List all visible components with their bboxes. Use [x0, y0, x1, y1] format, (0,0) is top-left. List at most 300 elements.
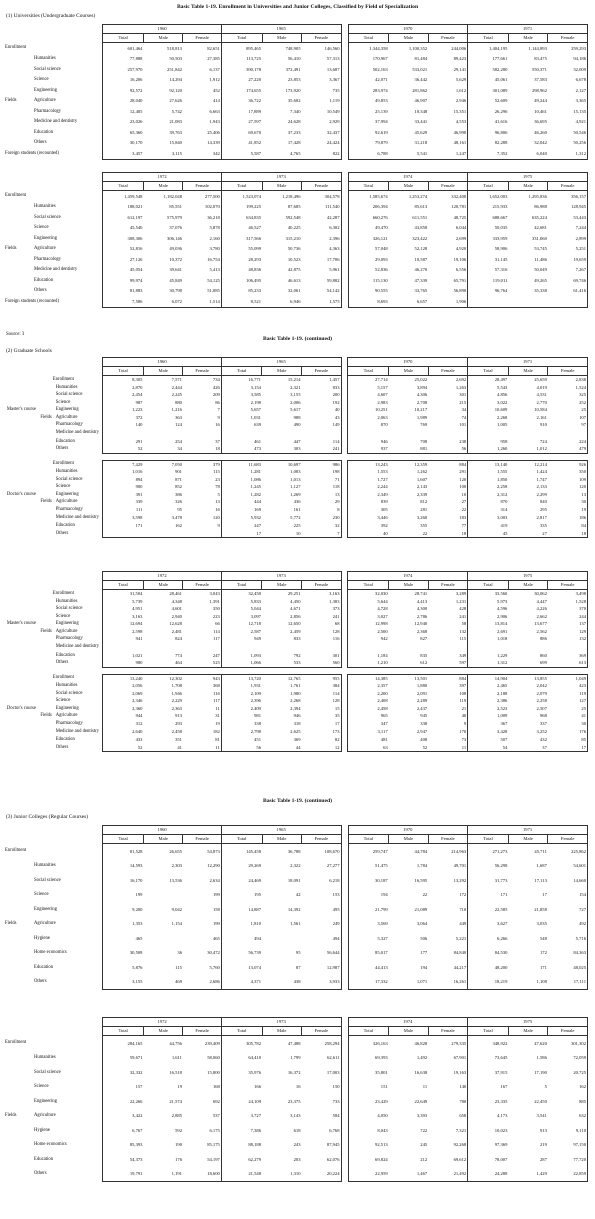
fields-group-cell — [4, 946, 14, 961]
master-row — [4, 598, 588, 606]
column-heading: Total — [103, 1027, 144, 1036]
table-cell: 20,224 — [302, 1167, 342, 1182]
table-cell: 62,611 — [302, 1051, 342, 1066]
table-cell: 50,049 — [534, 267, 547, 273]
row-label: Agriculture — [55, 414, 78, 420]
table-cell: 5,716 — [548, 931, 588, 946]
row-label: Agriculture — [34, 1113, 56, 1119]
table-cell: 901 — [175, 469, 182, 475]
table-cell: 2,708 — [416, 399, 428, 405]
table-cell: 114 — [302, 438, 342, 446]
table-cell: 2,244 — [348, 483, 389, 491]
fields-group-cell — [39, 399, 53, 407]
fields-group-cell — [39, 744, 53, 752]
table-cell: 3,627 — [468, 917, 509, 932]
table-cell: 32 — [302, 522, 342, 530]
table-cell: 19,791 — [103, 1167, 144, 1182]
table-cell: 36,442 — [414, 77, 428, 83]
table-cell: 45,540 — [103, 223, 144, 234]
column-heading: Total — [103, 835, 144, 844]
table-cell: 635,224 — [531, 214, 547, 220]
table-cell: 8,305 — [103, 376, 144, 384]
table-cell: 58,060 — [183, 1051, 221, 1066]
table-cell: 25,022 — [389, 376, 429, 384]
row-label: Humanities — [34, 863, 56, 869]
table-cell: 65,791 — [428, 275, 468, 286]
table-cell: 3,003 — [468, 513, 509, 522]
table-cell: 225,862 — [548, 844, 588, 859]
table-cell: 81,484 — [414, 56, 428, 62]
row-label: Education — [55, 737, 75, 743]
table-cell: 2,562 — [536, 628, 547, 634]
table-cell: 13,240 — [103, 674, 144, 682]
column-heading: Female — [428, 34, 468, 43]
table-cell: 241 — [302, 445, 342, 453]
row-label: Enrollment — [52, 675, 74, 681]
table-cell: 894 — [103, 476, 144, 484]
column-heading: Total — [468, 182, 509, 191]
table-cell: 840 — [539, 499, 547, 505]
table-cell: 2,458 — [348, 705, 389, 713]
table-cell: 428 — [428, 605, 468, 613]
table-cell: 2,056 — [103, 682, 144, 690]
master-row — [4, 659, 588, 667]
row-label: Pharmacology — [34, 108, 62, 114]
table-cell: 7,586 — [103, 296, 144, 307]
year-heading: 1965 — [221, 826, 341, 835]
table-cell: 30,187 — [348, 873, 389, 888]
table-cell: 2,870 — [103, 384, 144, 392]
table-row — [4, 1123, 588, 1138]
table-cell: 89,423 — [428, 54, 468, 65]
fields-group-cell — [39, 727, 53, 736]
table-cell: 3,064 — [416, 921, 428, 927]
table-cell: 41,616 — [468, 117, 509, 128]
table-cell: 12 — [302, 744, 342, 752]
fields-group-cell — [39, 429, 53, 438]
table-cell: 128 — [302, 628, 342, 636]
table-row — [4, 96, 588, 107]
master-row — [4, 438, 588, 446]
table-cell — [508, 643, 548, 652]
table-cell: 2,160 — [183, 233, 221, 244]
table-cell: 1,810 — [221, 917, 262, 932]
table-cell: 1,459,548 — [103, 191, 144, 202]
table-cell: 305 — [348, 506, 389, 514]
table-cell: 45,849 — [169, 277, 182, 283]
table-cell: 3,035 — [536, 921, 547, 927]
table-cell: 2,459 — [290, 628, 301, 634]
table-cell: 5,413 — [183, 265, 221, 276]
table-cell: 7,340 — [290, 108, 301, 114]
doctor-course-label-cell — [4, 712, 39, 720]
table-cell: 52 — [389, 744, 429, 752]
fields-group-cell — [39, 605, 53, 613]
column-heading: Total — [221, 182, 262, 191]
table-cell: 244,006 — [428, 43, 468, 54]
table-cell: 449 — [428, 917, 468, 932]
table-cell: 812 — [420, 499, 428, 505]
table-cell: 8,521 — [221, 296, 262, 307]
table-cell: 14,339 — [183, 138, 221, 149]
table-cell: 66 — [183, 620, 221, 628]
table-cell: 4,348 — [171, 598, 182, 604]
table-cell: 2,458 — [171, 728, 182, 734]
table-cell: 36,218 — [183, 212, 221, 223]
table-cell: 3,446 — [348, 513, 389, 522]
section-title-universities: (1) Universities (Undergraduate Courses) — [6, 13, 96, 19]
doctor-row — [4, 727, 588, 736]
table-cell: 1,912 — [183, 75, 221, 86]
table-cell — [389, 429, 429, 438]
table-cell: 10,587 — [414, 256, 428, 262]
table-cell: 13 — [548, 491, 588, 499]
year-heading: 1973 — [221, 1018, 341, 1027]
table-cell: 58,906 — [468, 244, 509, 255]
table-cell: 2,006 — [290, 399, 301, 405]
table-cell: 1,086 — [221, 476, 262, 484]
table-cell: 170,967 — [348, 54, 389, 65]
table-cell: 16,638 — [414, 1069, 428, 1075]
table-row — [4, 148, 588, 159]
table-cell: 1,223 — [103, 406, 144, 414]
table-row — [4, 844, 588, 859]
column-heading: Male — [143, 1027, 183, 1036]
table-cell — [468, 296, 509, 307]
table-cell: 23,335 — [468, 1094, 509, 1109]
table-cell: 27,714 — [348, 376, 389, 384]
table-cell: 2,507 — [536, 705, 547, 711]
column-heading: Total — [468, 835, 509, 844]
row-label: Social science — [34, 214, 61, 220]
row-label: Education — [55, 652, 75, 658]
master-row — [4, 652, 588, 660]
section-title-junior-colleges: (3) Junior Colleges (Regular Courses) — [6, 814, 89, 820]
table-cell: 140 — [428, 1080, 468, 1095]
table-cell: 2,947 — [416, 728, 428, 734]
table-cell: 85,175 — [183, 1138, 221, 1153]
table-cell: 1,429 — [508, 1167, 548, 1182]
row-label: Enrollment — [5, 848, 27, 854]
column-heading: Male — [262, 835, 302, 844]
table-cell: 37,994 — [348, 117, 389, 128]
table-cell: 2,289 — [416, 698, 428, 704]
table-cell: 49,036 — [169, 246, 182, 252]
table-cell: 2,640 — [103, 727, 144, 736]
table-row — [4, 75, 588, 86]
table-cell: 3,428 — [468, 727, 509, 736]
table-cell — [221, 429, 262, 438]
table-cell: 734 — [183, 376, 221, 384]
doctor-course-label-cell — [4, 522, 39, 530]
section-title-graduate: (2) Graduate Schools — [6, 348, 52, 354]
table-cell: 1,013 — [290, 476, 301, 482]
table-cell: 84,363 — [548, 946, 588, 961]
table-cell: 4,371 — [221, 975, 262, 990]
table-cell: 2,063 — [348, 414, 389, 422]
table-cell: 301,089 — [468, 85, 509, 96]
master-row — [4, 590, 588, 598]
table-cell: 54,873 — [183, 844, 221, 859]
row-label: Hygiene — [34, 935, 50, 941]
fields-group-cell — [4, 138, 14, 149]
table-cell: 166 — [221, 1080, 262, 1095]
table-cell: 24,424 — [302, 138, 342, 149]
table-cell: 5,543 — [468, 384, 509, 392]
fields-group-cell — [4, 888, 14, 903]
table-cell: 1,295,836 — [528, 193, 547, 199]
year-heading: 1970 — [348, 25, 468, 34]
column-heading: Male — [389, 367, 429, 376]
table-cell: 36,788 — [287, 848, 301, 854]
table-cell: 108,670 — [302, 844, 342, 859]
table-cell: 1,457 — [302, 376, 342, 384]
table-cell: 17 — [548, 744, 588, 752]
table-cell: 6,946 — [262, 296, 302, 307]
table-cell: 100 — [428, 483, 468, 491]
year-heading: 1960 — [103, 826, 222, 835]
table-cell: 13 — [183, 498, 221, 506]
table-cell: 27,220 — [221, 75, 262, 86]
table-cell: 49,244 — [534, 98, 547, 104]
table-cell: 886 — [539, 636, 547, 642]
table-row — [4, 931, 588, 946]
table-cell: 560 — [302, 659, 342, 667]
table-cell: 10,697 — [262, 460, 302, 468]
table-cell: 533,021 — [412, 66, 428, 72]
table-cell: 5,742 — [171, 108, 182, 114]
table-cell: 59,882 — [302, 275, 342, 286]
table-cell: 2,946 — [428, 96, 468, 107]
table-cell: 37,583 — [534, 77, 547, 83]
table-cell: 16,595 — [414, 877, 428, 883]
year-header-row — [4, 826, 588, 835]
table-cell: 4,363 — [302, 244, 342, 255]
table-cell: 28,461 — [143, 590, 183, 598]
table-cell: 2,321 — [290, 384, 301, 390]
table-cell: 2,091 — [416, 690, 428, 696]
fields-group-cell — [39, 438, 53, 446]
table-cell: 29 — [302, 498, 342, 506]
column-heading: Male — [508, 34, 548, 43]
fields-group-cell: Fields — [5, 246, 17, 252]
table-cell: 97 — [548, 421, 588, 429]
table-cell: 494 — [221, 931, 262, 946]
table-cell: 241 — [302, 613, 342, 621]
column-heading: Total — [348, 1027, 389, 1036]
table-cell: 72,059 — [548, 1051, 588, 1066]
master-row — [4, 429, 588, 438]
master-course-label-cell — [4, 429, 39, 438]
table-cell: 25 — [548, 705, 588, 713]
table-cell: 342 — [183, 148, 221, 159]
table-cell: 315,210 — [285, 235, 301, 241]
fields-group-cell — [4, 202, 14, 213]
column-heading: Total — [103, 182, 144, 191]
row-label: Others — [55, 446, 69, 452]
table-cell: 13,720 — [221, 674, 262, 682]
table-cell: 7,050 — [143, 460, 183, 468]
column-heading: Male — [262, 182, 302, 191]
doctor-course-label-cell — [4, 736, 39, 744]
table-cell: 1,263 — [428, 384, 468, 392]
table-cell: 52 — [103, 445, 144, 453]
table-cell: 170 — [428, 727, 468, 736]
table-cell: 45,061 — [468, 75, 509, 86]
year-heading: 1974 — [348, 572, 468, 581]
table-cell: 37 — [183, 438, 221, 446]
table-cell: 3,289 — [428, 590, 468, 598]
column-heading: Male — [262, 1027, 302, 1036]
table-cell — [221, 643, 262, 652]
table-cell: 56 — [428, 445, 468, 453]
column-heading: Female — [183, 367, 221, 376]
table-cell: 13,855 — [508, 674, 548, 682]
table-cell: 419 — [468, 522, 509, 530]
table-cell: 5,327 — [348, 931, 389, 946]
table-cell: 913 — [540, 1127, 547, 1133]
column-heading: Female — [302, 367, 342, 376]
column-heading: Male — [508, 835, 548, 844]
table-row — [4, 975, 588, 990]
table-cell: 29,251 — [262, 590, 302, 598]
column-heading: Male — [389, 34, 429, 43]
table-cell: 1,989 — [416, 414, 428, 420]
table-cell: 96,764 — [468, 286, 509, 297]
table-cell: 18 — [428, 530, 468, 538]
table-cell: 40 — [348, 530, 389, 538]
table-cell: 36,695 — [534, 119, 547, 125]
table-cell: 90,555 — [348, 286, 389, 297]
fields-group-cell — [39, 391, 53, 399]
table-cell: 980 — [103, 659, 144, 667]
row-label: Science — [55, 613, 71, 619]
table-cell: 367 — [468, 720, 509, 728]
table-cell: 199 — [183, 888, 221, 903]
table-cell: 13,074 — [221, 960, 262, 975]
junior-college-table-1960-1971 — [4, 825, 588, 990]
table-cell: 14,660 — [548, 873, 588, 888]
table-cell: 194 — [420, 964, 428, 970]
table-cell: 5,876 — [103, 960, 144, 975]
table-cell: 215,933 — [468, 202, 509, 213]
fields-group-cell — [39, 590, 53, 598]
table-cell — [302, 643, 342, 652]
table-cell: 895,465 — [221, 43, 262, 54]
table-cell: 132 — [548, 635, 588, 643]
table-cell: 3,155 — [290, 392, 301, 398]
table-cell: 724 — [539, 438, 547, 444]
table-cell: 6,657 — [389, 296, 429, 307]
table-cell — [348, 643, 389, 652]
table-cell: 19 — [183, 720, 221, 728]
fields-group-cell — [4, 1152, 14, 1167]
table-cell: 18,091 — [287, 877, 301, 883]
table-cell: 913 — [175, 713, 182, 719]
table-cell: 12,214 — [508, 460, 548, 468]
table-cell: 885 — [548, 1094, 588, 1109]
table-cell: 42 — [295, 892, 301, 898]
table-cell: 1,247 — [428, 148, 468, 159]
table-cell: 372 — [103, 414, 144, 422]
table-cell: 13,501 — [389, 674, 429, 682]
table-cell: 1,083 — [290, 469, 301, 475]
table-cell: 584 — [302, 1109, 342, 1124]
table-cell: 438 — [262, 975, 302, 990]
master-course-label-cell — [4, 414, 39, 422]
table-cell: 258,294 — [302, 1036, 342, 1051]
table-cell: 115 — [175, 964, 182, 970]
table-cell: 56,739 — [221, 946, 262, 961]
table-cell: 4,531 — [536, 392, 547, 398]
fields-group-cell — [39, 635, 53, 643]
table-cell: 3,393 — [416, 1113, 428, 1119]
table-cell: 5,221 — [428, 931, 468, 946]
fields-group-cell — [39, 376, 53, 384]
column-heading: Female — [428, 835, 468, 844]
table-cell: 2,245 — [171, 392, 182, 398]
table-cell: 225 — [293, 523, 301, 529]
master-row — [4, 605, 588, 613]
table-cell: 452 — [183, 85, 221, 96]
table-cell: 1,016 — [103, 468, 144, 476]
table-cell: 5,617 — [290, 407, 301, 413]
table-cell: 245 — [420, 1142, 428, 1148]
table-cell: 16,518 — [169, 1069, 182, 1075]
table-cell: 54,125 — [183, 275, 221, 286]
fields-group-cell — [4, 931, 14, 946]
table-cell: 77,720 — [548, 1152, 588, 1167]
row-label: Education — [34, 1156, 54, 1162]
row-label: Medicine and dentistry — [34, 267, 78, 273]
table-cell: 660,276 — [348, 212, 389, 223]
fields-group-cell — [39, 682, 53, 690]
table-cell: 65,360 — [103, 127, 144, 138]
table-cell: 2,357 — [348, 682, 389, 690]
table-cell — [143, 429, 183, 438]
table-cell — [143, 530, 183, 538]
table-cell: 4,856 — [468, 391, 509, 399]
table-cell: 5,629 — [428, 75, 468, 86]
table-cell — [183, 643, 221, 652]
table-cell: 11 — [183, 744, 221, 752]
table-cell: 1,182,048 — [163, 193, 182, 199]
table-cell: 24,109 — [221, 1094, 262, 1109]
table-cell: 2,394 — [290, 705, 301, 711]
table-row — [4, 191, 588, 202]
table-cell — [548, 429, 588, 438]
table-cell: 41 — [548, 712, 588, 720]
table-cell: 27,277 — [302, 859, 342, 874]
table-cell: 2,625 — [290, 728, 301, 734]
column-header-row — [4, 581, 588, 590]
table-cell: 2,363 — [171, 705, 182, 711]
table-cell: 2,360 — [103, 705, 144, 713]
table-cell: 86 — [183, 399, 221, 407]
master-course-label-cell — [4, 613, 39, 621]
row-label: Humanities — [34, 56, 56, 62]
table-cell: 2,161 — [536, 414, 547, 420]
table-cell: 1,607 — [416, 476, 428, 482]
column-heading: Male — [508, 182, 548, 191]
table-cell: 4,173 — [468, 1109, 509, 1124]
table-cell: 247 — [183, 652, 221, 660]
table-cell: 4,920 — [428, 244, 468, 255]
table-cell: 597 — [428, 659, 468, 667]
row-label: Agriculture — [34, 246, 56, 252]
table-cell: 465 — [183, 931, 221, 946]
doctor-row — [4, 697, 588, 705]
